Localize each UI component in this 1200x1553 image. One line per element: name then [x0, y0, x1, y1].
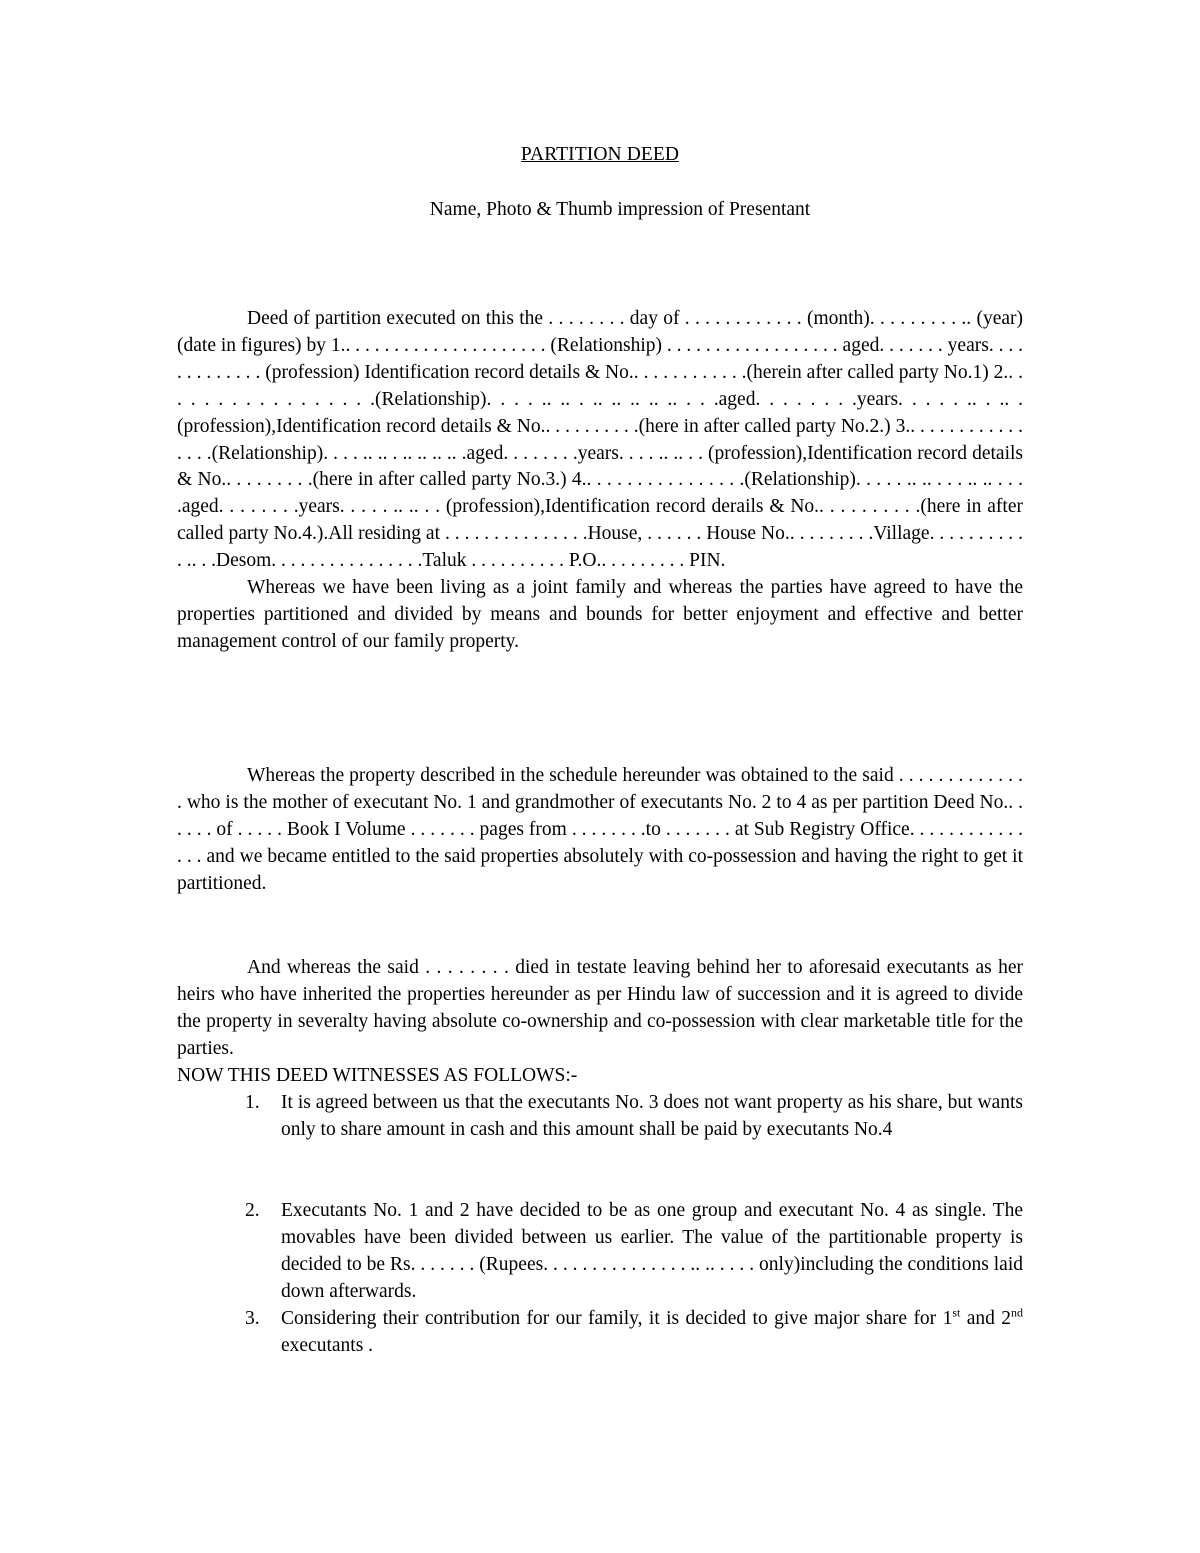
clause-text-part: and 2	[960, 1308, 1011, 1329]
document-title: PARTITION DEED	[520, 144, 680, 165]
deed-body	[177, 306, 1023, 656]
clause-1	[245, 1090, 1023, 1144]
presentant-caption: Name, Photo & Thumb impression of Presentant	[429, 199, 811, 220]
witness-heading: NOW THIS DEED WITNESSES AS FOLLOWS:-	[177, 1064, 578, 1086]
inheritance-paragraph: And whereas the said . . . . . . . . died in testate leaving behind her to aforesaid executants as her heirs who have inherited the properties hereunder as per Hindu law of succession and it is agreed to divide the property in severalty having absolute co-ownership and co-possession with clear marketable title for the parties.	[177, 957, 1023, 1059]
list-item	[245, 1090, 1023, 1144]
clause-text-part: Considering their contribution for our family, it is decided to give major share for 1	[281, 1308, 953, 1329]
clause-text	[281, 1306, 1023, 1360]
ordinal-suffix: nd	[1011, 1305, 1023, 1320]
joint-family-paragraph: Whereas we have been living as a joint family and whereas the parties have agreed to have the properties partitioned and divided by means and bounds for better enjoyment and effective and better management control of our family property.	[177, 577, 1023, 652]
clause-text-part: executants .	[281, 1334, 374, 1356]
clause-number: 2.	[245, 1200, 260, 1221]
parties-paragraph: Deed of partition executed on this the . . . . . . . . day of . . . . . . . . . . . . (month). . . . . . . . . .. (year) (date in figures) by 1.. . . . . . . . . . . . . . . . . . . . . (Relationship) . . . . . . . . . . . . . . . . . . aged. . . . . . . years. . . . . . . . . . . . . (profession) Identification record details & No.. . . . . . . . . . . .(herein after called party No.1) 2.. . . . . . . . . . . . . . . . .(Relationship). . . . .. .. . .. .. .. .. .. . . .aged. . . . . . . .years. . . . . .. . .. . (profession),Identification record details & No.. . . . . . . . . .(here in after called party No.2.) 3.. . . . . . . . . . . . . . . .(Relationship). . . . .. .. . .. .. .. .. .aged. . . . . . . .years. . . . .. .. . . (profession),Identification record details & No.. . . . . . . . .(here in after called party No.3.) 4.. . . . . . . . . . . . . . . .(Relationship). . . . . .. .. . . . .. .. . . . .aged. . . . . . . .years. . . . . .. .. . . (profession),Identification record derails & No.. . . . . . . . . .(here in after called party No.4.).All residing at . . . . . . . . . . . . . . .House, . . . . . . House No.. . . . . . . . .Village. . . . . . . . . . . .. . .Desom. . . . . . . . . . . . . . . .Taluk . . . . . . . . . . P.O.. . . . . . . . . PIN.	[177, 308, 1023, 572]
clause-2	[245, 1198, 1023, 1306]
list-item	[245, 1198, 1023, 1306]
clause-number: 1.	[245, 1092, 260, 1113]
clause-text: Executants No. 1 and 2 have decided to be as one group and executant No. 4 as single. The movables have been divided between us earlier. The value of the partitionable property is decided to be Rs. . . . . . . (Rupees. . . . . . . . . . . . . . . .. .. . . . . only)including the conditions laid down afterwards.	[281, 1200, 1023, 1302]
ordinal-suffix: st	[952, 1305, 961, 1320]
list-item	[245, 1306, 1023, 1360]
clause-text: It is agreed between us that the executants No. 3 does not want property as his share, but wants only to share amount in cash and this amount shall be paid by executants No.4	[281, 1092, 1023, 1140]
property-origin-paragraph: Whereas the property described in the schedule hereunder was obtained to the said . . . . . . . . . . . . . . who is the mother of executant No. 1 and grandmother of executants No. 2 to 4 as per partition Deed No.. . . . . . of . . . . . Book I Volume . . . . . . . pages from . . . . . . . .to . . . . . . . at Sub Registry Office. . . . . . . . . . . . . . . and we became entitled to the said properties absolutely with co-possession and having the right to get it partitioned.	[177, 765, 1023, 894]
clause-number: 3.	[245, 1308, 260, 1329]
inheritance-section	[177, 955, 1023, 1090]
property-origin-section	[177, 763, 1023, 898]
clause-3	[245, 1306, 1023, 1360]
